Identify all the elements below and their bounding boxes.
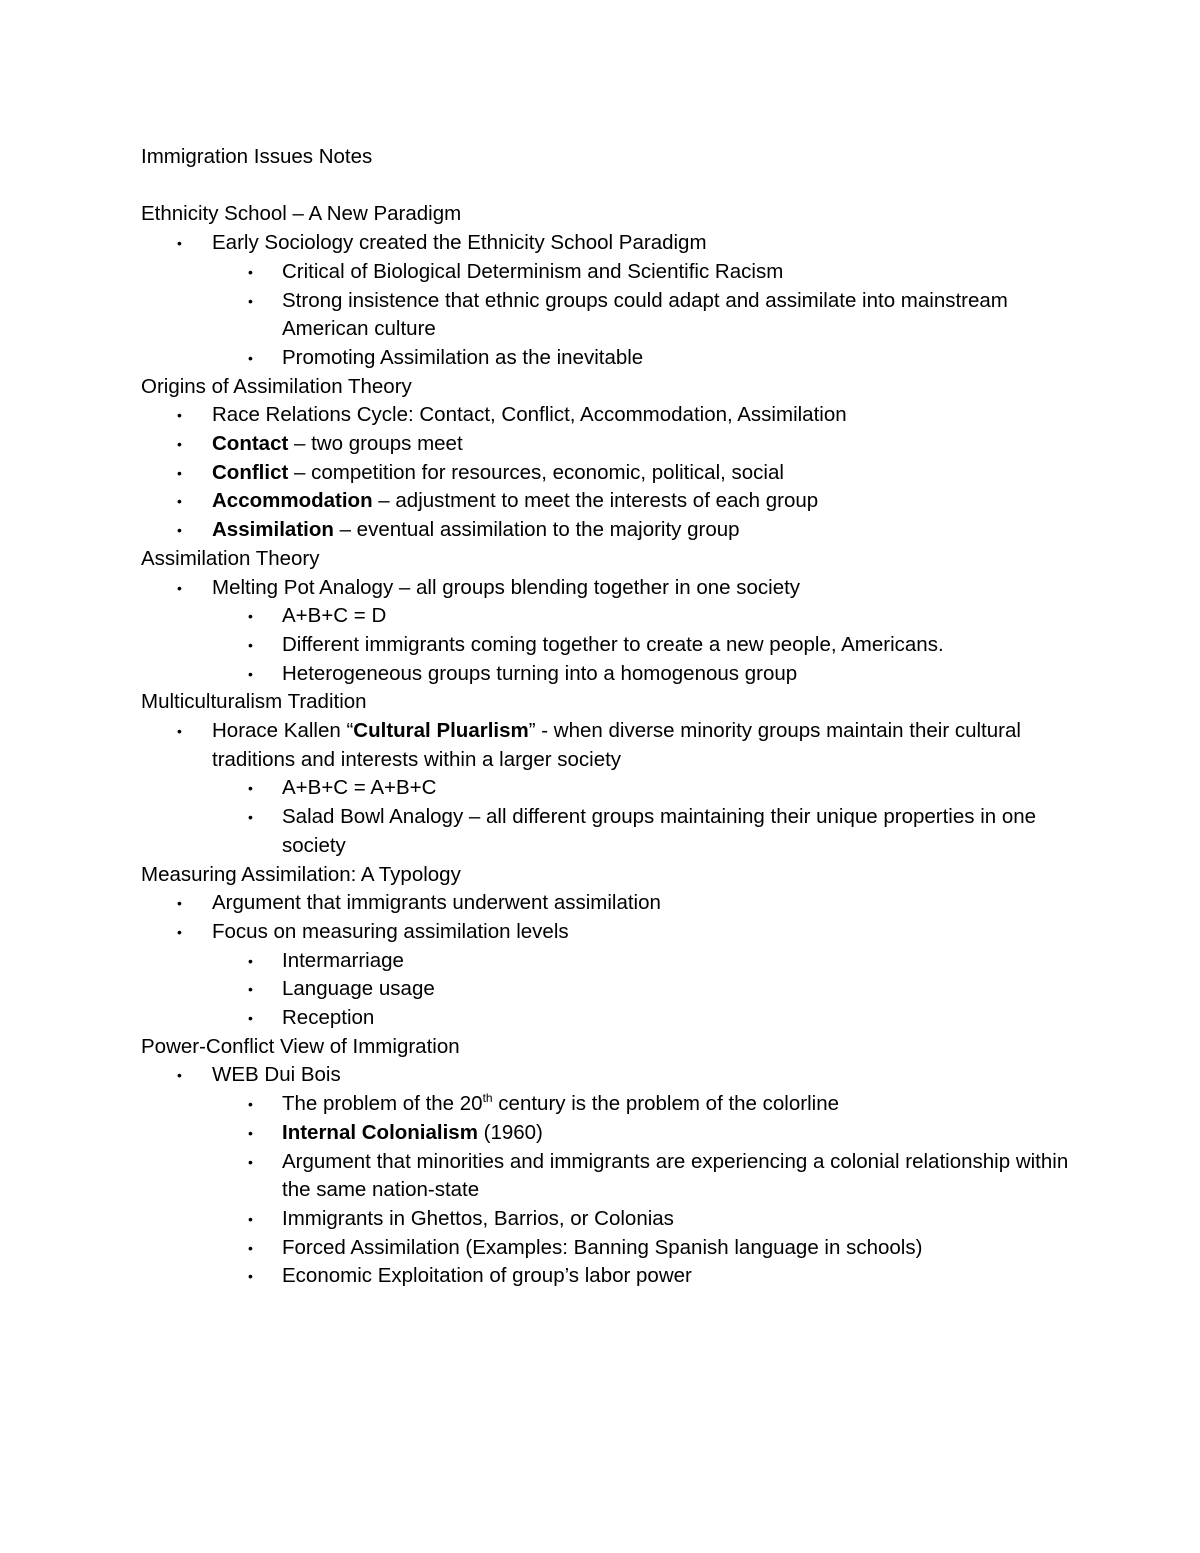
bullet-icon: • [248,1211,253,1227]
item-text: A+B+C = D [282,604,387,628]
section-heading: Assimilation Theory [141,546,320,570]
item-text: – competition for resources, economic, political, social [288,460,784,484]
item-text-prefix: The problem of the 20 [282,1092,483,1116]
item-text: Promoting Assimilation as the inevitable [282,345,644,369]
sub-list-item [141,1148,1081,1205]
list-item [141,487,1081,516]
sections-container [141,200,1081,1291]
list-item [141,889,1081,918]
section-heading: Ethnicity School – A New Paradigm [141,202,462,226]
item-text: Argument that minorities and immigrants are experiencing a colonial relationship within the same nation-state [282,1149,1069,1202]
bullet-icon: • [177,923,182,940]
bullet-icon: • [248,608,253,625]
item-term: Contact [212,432,289,456]
sub-list-item [141,1090,1081,1119]
bullet-list [141,229,1081,373]
item-text: Heterogeneous groups turning into a homogenous group [282,661,798,685]
bullet-icon: • [177,407,182,424]
item-text: – adjustment to meet the interests of each group [372,489,819,513]
bullet-list [141,1061,1081,1291]
list-item [141,1061,1081,1090]
list-item [141,430,1081,459]
bullet-icon: • [177,1067,182,1084]
bullet-list [141,889,1081,1033]
sub-list-item [141,287,1081,344]
list-item [141,459,1081,488]
bullet-icon: • [177,235,182,252]
list-item [141,574,1081,603]
item-text: Salad Bowl Analogy – all different groups maintaining their unique properties in one society [282,805,1037,857]
item-text: Strong insistence that ethnic groups could adapt and assimilate into mainstream American culture [282,288,1008,341]
sub-list-item [141,1004,1081,1033]
bullet-icon: • [248,1268,253,1285]
bullet-icon: • [248,1239,253,1256]
notes-body [141,143,1081,1291]
document-title: Immigration Issues Notes [141,145,373,168]
item-text: WEB Dui Bois [212,1063,341,1087]
item-text: Melting Pot Analogy – all groups blending together in one society [212,575,801,599]
item-text: (1960) [477,1120,543,1144]
bullet-list [141,401,1081,545]
item-term: Internal Colonialism [282,1120,478,1144]
bullet-list [141,574,1081,689]
bullet-list [141,717,1081,861]
bullet-icon: • [248,349,253,366]
list-item [141,401,1081,430]
item-text: Critical of Biological Determinism and Scientific Racism [282,259,784,283]
section-heading: Origins of Assimilation Theory [141,374,412,398]
item-text: Argument that immigrants underwent assimilation [212,891,661,915]
sub-list-item [141,344,1081,373]
sub-list-item [141,258,1081,287]
item-term: Accommodation [212,489,373,513]
bullet-icon: • [177,579,182,596]
section-heading: Multiculturalism Tradition [141,690,367,714]
bullet-icon: • [248,809,253,826]
item-text: Intermarriage [282,948,404,972]
item-text: A+B+C = A+B+C [282,776,437,800]
bullet-icon: • [248,263,253,280]
item-text: ” - when diverse minority groups maintain their cultural traditions and interests within a larger society [212,719,1021,771]
item-text: – two groups meet [288,432,463,456]
bullet-icon: • [248,665,253,682]
bullet-icon: • [177,493,182,510]
bullet-icon: • [248,952,253,969]
item-term: Assimilation [212,518,334,542]
sub-list-item [141,975,1081,1004]
item-term: Conflict [212,460,289,484]
item-text-prefix: Horace Kallen “ [212,719,354,743]
item-text: Economic Exploitation of group’s labor power [282,1264,692,1288]
bullet-icon: • [248,1124,253,1141]
bullet-icon: • [248,1010,253,1027]
item-text: Forced Assimilation (Examples: Banning Spanish language in schools) [282,1235,923,1259]
sub-list-item [141,947,1081,976]
list-item [141,516,1081,545]
bullet-icon: • [248,1153,253,1170]
item-text: – eventual assimilation to the majority group [333,518,740,542]
sub-list-item [141,1234,1081,1263]
bullet-icon: • [177,723,182,740]
bullet-icon: • [248,636,253,653]
list-item [141,229,1081,258]
sub-list-item [141,1205,1081,1234]
list-item [141,918,1081,947]
item-text: Different immigrants coming together to create a new people, Americans. [282,632,944,656]
item-text: Focus on measuring assimilation levels [212,919,569,943]
sub-list-item [141,1119,1081,1148]
bullet-icon: • [177,436,182,453]
bullet-icon: • [248,292,253,309]
list-item [141,717,1081,774]
sub-list-item [141,602,1081,631]
bullet-icon: • [177,522,182,539]
bullet-icon: • [248,1096,253,1113]
item-text: Race Relations Cycle: Contact, Conflict, Accommodation, Assimilation [212,403,847,427]
item-text: Early Sociology created the Ethnicity School Paradigm [212,231,707,255]
sub-list-item [141,803,1081,860]
bullet-icon: • [248,981,253,998]
item-text: century is the problem of the colorline [492,1092,839,1116]
item-text: Reception [282,1006,375,1030]
sub-list-item [141,774,1081,803]
sub-list-item [141,1262,1081,1291]
item-term: Cultural Pluarlism [353,719,529,743]
sub-list-item [141,631,1081,660]
section-heading: Measuring Assimilation: A Typology [141,862,461,886]
item-superscript: th [482,1091,493,1106]
sub-list-item [141,660,1081,689]
bullet-icon: • [177,464,182,481]
bullet-icon: • [177,895,182,912]
bullet-icon: • [248,780,253,797]
section-heading: Power-Conflict View of Immigration [141,1034,460,1058]
item-text: Language usage [282,977,435,1001]
item-text: Immigrants in Ghettos, Barrios, or Colonias [282,1207,674,1230]
